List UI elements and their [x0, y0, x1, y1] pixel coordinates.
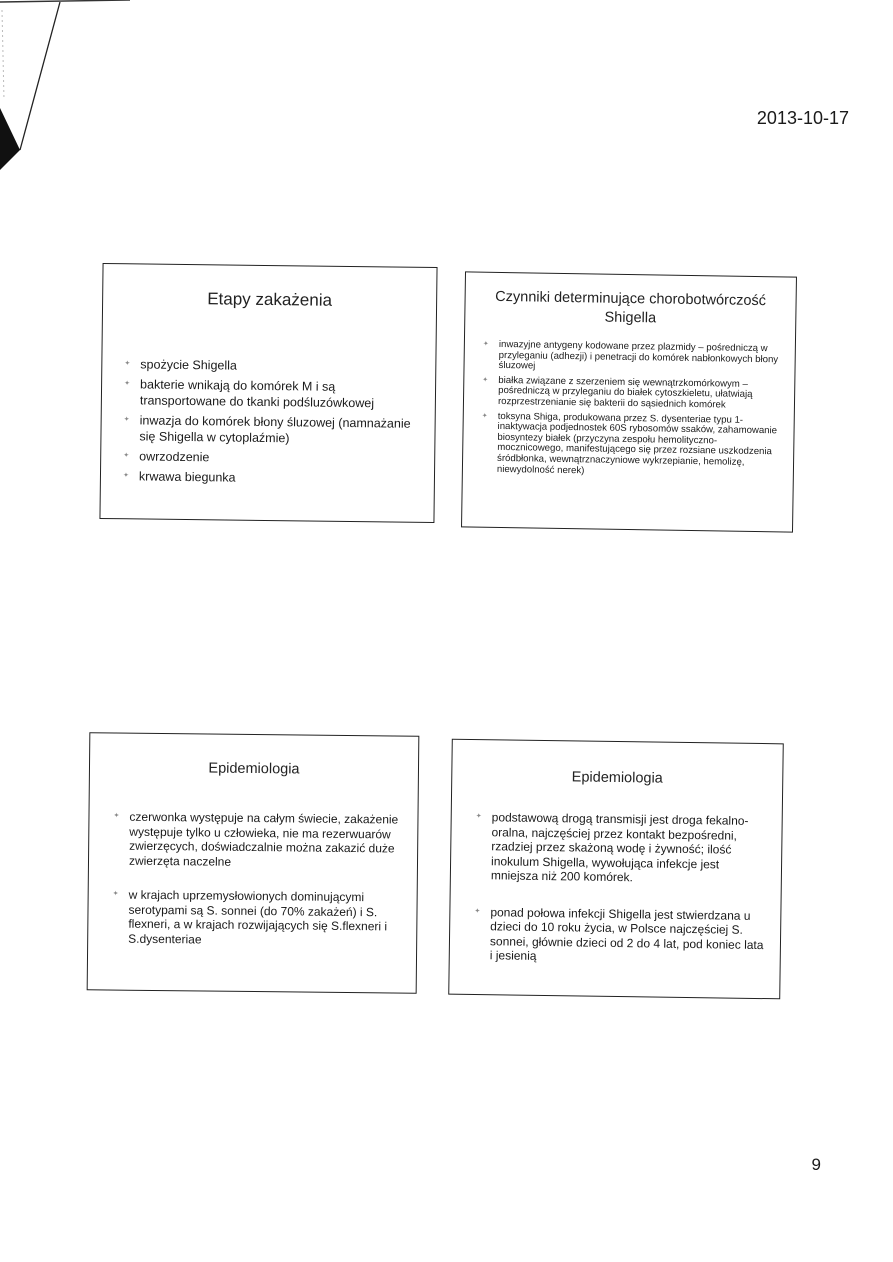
slide-virulence-factors	[461, 271, 797, 532]
slide-title: Epidemiologia	[208, 760, 300, 778]
list-item: ✦ inwazyjne antygeny kodowane przez plazmidy – pośredniczą w przyleganiu (adhezji) i penetracji do komórek nabłonkowych błony śluzowej	[482, 340, 780, 376]
list-item: ✦ spożycie Shigella	[124, 356, 415, 376]
slide-infection-stages	[99, 263, 437, 523]
list-item: ✦ w krajach uprzemysłowionych dominującymi serotypami są S. sonnei (do 70% zakażeń) i S. flexneri, a w krajach rozwijających się S.flexneri i S.dysenteriae	[112, 888, 403, 949]
bullet-list	[112, 810, 403, 949]
date-label: 2013-10-17	[756, 108, 849, 128]
slide-epidemiology-2	[448, 739, 784, 1000]
list-item: ✦ podstawową drogą transmisji jest droga fekalno-oralna, najczęściej przez kontakt bezpośredni, rzadziej przez skażoną wodę i żywność; ilość inokulum Shigella, wywołująca infekcje jest mniejsza niż 200 komórek.	[475, 810, 770, 887]
bullet-list	[474, 810, 770, 967]
slide-title: Etapy zakażenia	[207, 289, 333, 310]
list-item: ✦ ponad połowa infekcji Shigella jest stwierdzana u dzieci do 10 roku życia, w Polsce najczęściej S. sonnei, głównie dzieci od 2 do 4 lat, pod koniec lata i jesienią	[474, 905, 769, 967]
list-item: ✦ toksyna Shiga, produkowana przez S. dysenteriae typu 1- inaktywacja podjednostek 60S rybosomów ssaków, zahamowanie biosyntezy białek (przyczyna zespołu hemolityczno-mocznicowego, manifestującego się przez rozsiane uszkodzenia śródbłonka, wewnątrznaczyniowe wykrzepianie, hemolizę, niewydolność nerek)	[481, 411, 780, 479]
list-item: ✦ owrzodzenie	[123, 448, 414, 468]
slide-title: Epidemiologia	[571, 769, 663, 787]
scan-edge-mark	[0, 0, 140, 170]
list-item: ✦ białka związane z szerzeniem się wewnątrzkomórkowym – pośredniczą w przyleganiu do białek cytoszkieletu, ułatwiają rozprzestrzenianie się bakterii do sąsiednich komórek	[482, 375, 780, 411]
list-item: ✦ bakterie wnikają do komórek M i są transportowane do tkanki podśluzówkowej	[124, 376, 415, 412]
slide-epidemiology-1	[87, 732, 420, 993]
bullet-list	[123, 356, 416, 488]
bullet-list	[481, 340, 781, 480]
slide-title: Czynniki determinujące chorobotwórczość Shigella	[495, 288, 767, 327]
list-item: ✦ inwazja do komórek błony śluzowej (namnażanie się Shigella w cytoplaźmie)	[123, 412, 414, 448]
page-number: 9	[811, 1155, 821, 1174]
list-item: ✦ krwawa biegunka	[123, 468, 414, 488]
list-item: ✦ czerwonka występuje na całym świecie, zakażenie występuje tylko u człowieka, nie ma rezerwuarów zwierzęcych, doświadczalnie można zakazić duże zwierzęta naczelne	[113, 810, 404, 871]
